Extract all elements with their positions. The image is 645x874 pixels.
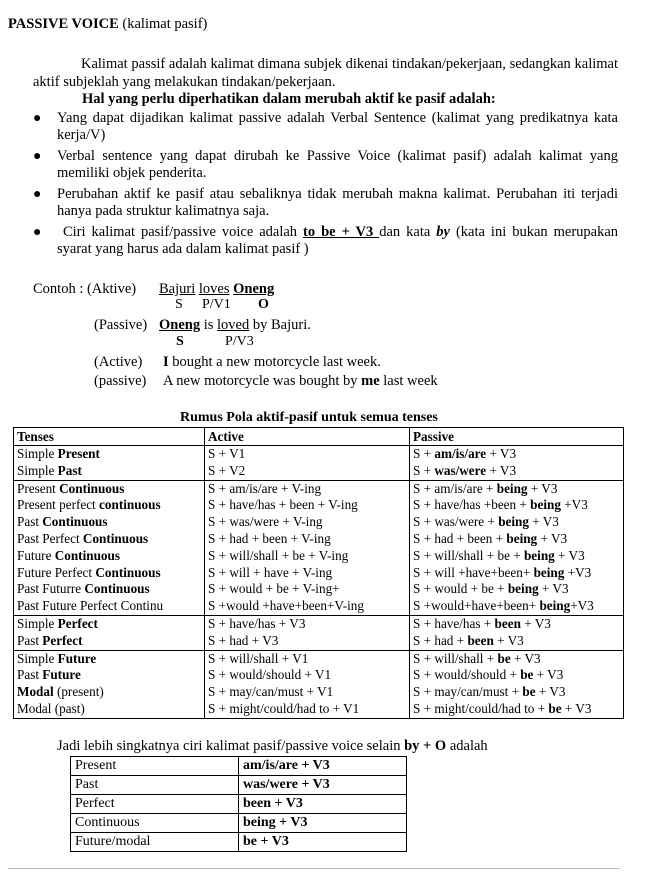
cell-passive [410,480,624,615]
passive-formula: S + have/has +been + being +V3 [413,497,588,513]
header-passive: Passive [410,428,624,446]
bullet-icon: ● [33,149,42,164]
tenses-table [13,427,624,719]
bullet-icon: ● [33,187,42,202]
tense-name: Past Future Perfect Continu [17,598,164,614]
passive-formula: S + will/shall + be + being + V3 [413,547,585,563]
summary-row [71,814,407,833]
active-formula: S + would/should + V1 [208,667,332,683]
example-active2-label: (Active) [94,354,143,370]
cell-tenses [14,615,205,650]
example-active-sentence: Bajuri loves Oneng [159,281,275,297]
tense-name: Future Continuous [17,547,120,563]
active-formula: S + may/can/must + V1 [208,684,334,700]
list-item: ● Perubahan aktif ke pasif atau sebaliknya tidak merubah makna kalimat. Perubahan iti terjadi hanya pada struktur kalimatnya saja. [33,186,618,219]
table-row [14,650,624,718]
list-item: ● Verbal sentence yang dapat dirubah ke Passive Voice (kalimat pasif) adalah kalimat yang memiliki objek penderita. [33,148,618,181]
table-caption: Rumus Pola aktif-pasif untuk semua tenses [180,410,438,425]
summary-row [71,833,407,852]
table-row [14,480,624,615]
cell-passive [410,615,624,650]
header-active: Active [205,428,410,446]
summary-intro: Jadi lebih singkatnya ciri kalimat pasif/passive voice selain by + O adalah [57,738,488,754]
tag-o: O [258,297,269,312]
example-passive2-sentence: A new motorcycle was bought by me last week [163,373,438,389]
active-formula: S + will/shall + V1 [208,650,309,666]
tense-name: Simple Future [17,650,97,666]
tense-name: Past Future [17,667,81,683]
example-active-label: Contoh : (Aktive) [33,281,137,297]
tense-name: Past Perfect [17,632,83,648]
active-formula: S + have/has + V3 [208,615,306,631]
active-formula: S + had + been + V-ing [208,530,331,546]
passive-formula: S + will/shall + be + V3 [413,650,541,666]
tense-name: Present Continuous [17,480,125,496]
tag-s: S [175,297,183,312]
active-formula: S + was/were + V-ing [208,514,323,530]
example-passive-label: (Passive) [94,317,148,333]
cell-active [205,615,410,650]
active-formula: S + am/is/are + V-ing [208,480,322,496]
example-passive2-label: (passive) [94,373,147,389]
summary-formula: was/were + V3 [239,776,407,795]
active-formula: S + would + be + V-ing+ [208,581,340,597]
tense-name: Simple Present [17,446,100,461]
active-formula: S + V1 [208,446,246,461]
passive-formula: S + was/were + being + V3 [413,514,559,530]
active-formula: S + will + have + V-ing [208,564,333,580]
passive-formula: S + have/has + been + V3 [413,615,551,631]
passive-formula: S + may/can/must + be + V3 [413,684,566,700]
passive-formula: S + might/could/had to + be + V3 [413,700,592,716]
active-formula: S + have/has + been + V-ing [208,497,358,513]
summary-tense: Past [71,776,239,795]
passive-formula: S + was/were + V3 [413,462,517,478]
cell-active [205,480,410,615]
example-passive-sentence: Oneng is loved by Bajuri. [159,317,311,333]
summary-formula: being + V3 [239,814,407,833]
active-formula: S +would +have+been+V-ing [208,598,364,614]
table-row [14,615,624,650]
table-header-row [14,428,624,446]
table-row [14,446,624,481]
summary-tense: Future/modal [71,833,239,852]
page-title: PASSIVE VOICE (kalimat pasif) [8,16,208,32]
tense-name: Simple Past [17,462,82,478]
list-item: ● Yang dapat dijadikan kalimat passive adalah Verbal Sentence (kalimat yang predikatnya kata kerja/V) [33,110,618,143]
tense-name: Modal (past) [17,700,85,716]
passive-formula: S + would/should + be + V3 [413,667,564,683]
footer-divider [8,868,620,869]
summary-tense: Perfect [71,795,239,814]
section-heading: Hal yang perlu diperhatikan dalam merubah aktif ke pasif adalah: [82,91,496,107]
passive-formula: S + would + be + being + V3 [413,581,569,597]
bullet-icon: ● [33,225,42,240]
summary-table [70,756,407,852]
summary-tense: Continuous [71,814,239,833]
tag-p2: P/V3 [225,334,254,349]
summary-row [71,776,407,795]
active-formula: S + V2 [208,462,246,478]
summary-tense: Present [71,757,239,776]
intro-paragraph: Kalimat passif adalah kalimat dimana subjek dikenai tindakan/pekerjaan, sedangkan kalimat aktif subjeklah yang melakukan tindakan/pekerjaan. [33,56,618,90]
tense-name: Future Perfect Continuous [17,564,161,580]
cell-active [205,650,410,718]
passive-formula: S +would+have+been+ being+V3 [413,598,594,614]
active-formula: S + might/could/had to + V1 [208,700,360,716]
cell-passive [410,650,624,718]
bullet-list [33,110,618,262]
cell-tenses [14,650,205,718]
tense-name: Present perfect continuous [17,497,161,513]
summary-formula: am/is/are + V3 [239,757,407,776]
bullet-icon: ● [33,111,42,126]
passive-formula: S + will +have+been+ being +V3 [413,564,592,580]
summary-formula: be + V3 [239,833,407,852]
cell-active [205,446,410,481]
active-formula: S + had + V3 [208,632,279,648]
cell-tenses [14,480,205,615]
passive-formula: S + had + been + V3 [413,632,524,648]
summary-row [71,795,407,814]
example-active2-sentence: I bought a new motorcycle last week. [163,354,381,370]
tag-p: P/V1 [202,297,231,312]
tense-name: Past Futurre Continuous [17,581,150,597]
passive-formula: S + had + been + being + V3 [413,530,568,546]
tense-name: Modal (present) [17,684,104,700]
summary-row [71,757,407,776]
cell-tenses [14,446,205,481]
summary-formula: been + V3 [239,795,407,814]
cell-passive [410,446,624,481]
tag-s2: S [176,334,184,349]
header-tenses: Tenses [14,428,205,446]
tense-name: Past Perfect Continuous [17,530,149,546]
tense-name: Simple Perfect [17,615,98,631]
tense-name: Past Continuous [17,514,108,530]
active-formula: S + will/shall + be + V-ing [208,547,349,563]
passive-formula: S + am/is/are + being + V3 [413,480,558,496]
passive-formula: S + am/is/are + V3 [413,446,517,461]
list-item: ● Ciri kalimat pasif/passive voice adalah to be + V3 dan kata by (kata ini bukan merupakan syarat yang harus ada dalam kalimat pasif ) [33,224,619,257]
